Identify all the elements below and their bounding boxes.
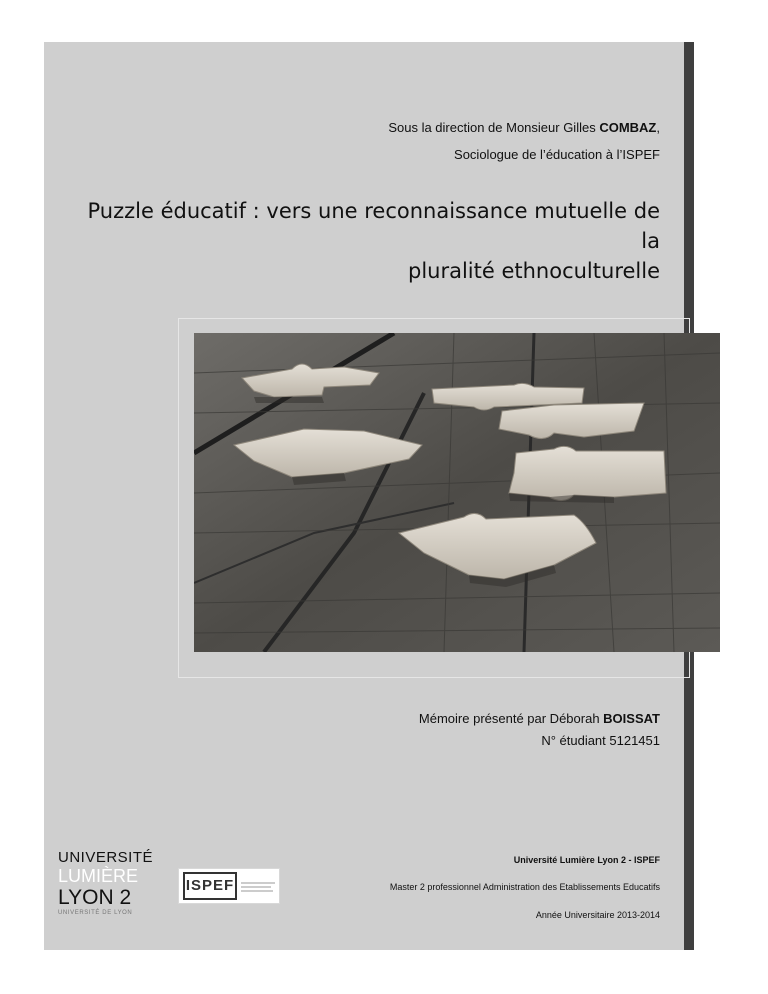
puzzle-photo-illustration <box>194 333 720 652</box>
ispef-logo-fineprint <box>241 881 275 896</box>
ispef-logo-word: ISPEF <box>183 872 237 900</box>
thesis-title <box>70 196 660 286</box>
thesis-title-line2: pluralité ethnoculturelle <box>407 259 660 283</box>
lyon2-logo-line3: LYON 2 <box>58 886 132 909</box>
ispef-fineprint-lines <box>241 881 275 895</box>
lyon2-logo <box>58 849 154 922</box>
supervisor-prefix: Sous la direction de Monsieur Gilles <box>388 120 600 135</box>
author-name: BOISSAT <box>603 711 660 726</box>
supervisor-line <box>388 120 660 135</box>
supervisor-suffix: , <box>656 120 660 135</box>
university-line: Université Lumière Lyon 2 - ISPEF <box>513 855 660 865</box>
author-line <box>419 711 660 726</box>
cover-photo <box>194 333 720 652</box>
thesis-title-line1: Puzzle éducatif : vers une reconnaissance mutuelle de la <box>87 199 660 253</box>
supervisor-name: COMBAZ <box>599 120 657 135</box>
student-id: N° étudiant 5121451 <box>541 733 660 748</box>
lyon2-logo-line2: LUMIÈRE <box>58 866 139 886</box>
academic-year: Année Universitaire 2013-2014 <box>535 910 660 920</box>
supervisor-role: Sociologue de l’éducation à l’ISPEF <box>454 147 660 162</box>
lyon2-logo-line4: UNIVERSITÉ DE LYON <box>58 910 133 916</box>
author-prefix: Mémoire présenté par Déborah <box>418 711 604 726</box>
lyon2-logo-line1: UNIVERSITÉ <box>58 849 154 866</box>
program-line: Master 2 professionnel Administration des Etablissements Educatifs <box>389 882 660 892</box>
ispef-logo <box>178 868 280 904</box>
